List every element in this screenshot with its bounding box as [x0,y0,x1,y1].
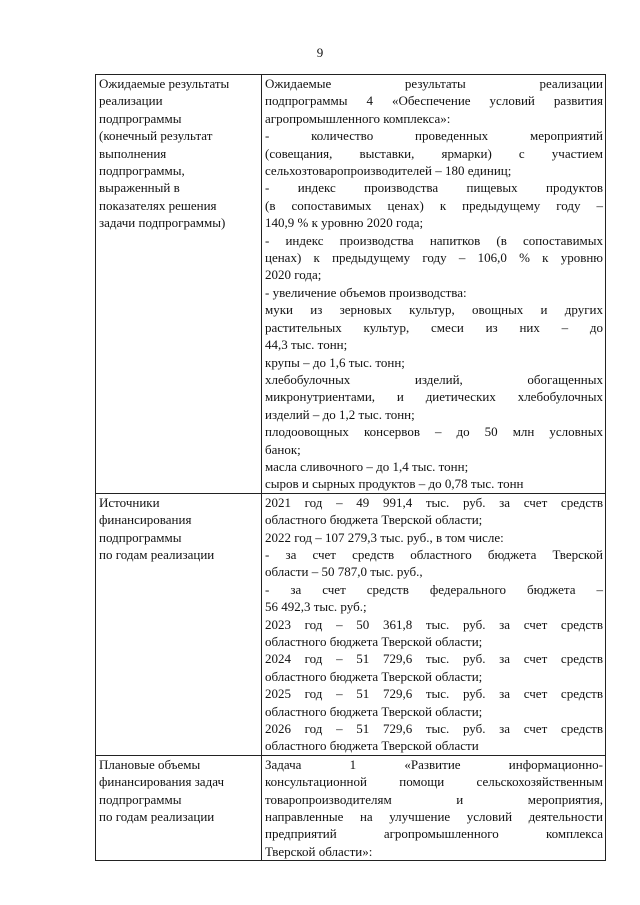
row-label-cell [96,493,262,755]
value-line: 2025 год – 51 729,6 тыс. руб. за счет средств [265,686,603,702]
value-line: муки из зерновых культур, овощных и других [265,302,603,318]
value-line: сыров и сырных продуктов – до 0,78 тыс. тонн [265,476,524,492]
value-line: Ожидаемые результаты реализации [265,76,603,91]
row-label-cell [96,75,262,494]
value-line: Тверской области»: [265,843,373,859]
value-line: масла сливочного – до 1,4 тыс. тонн; [265,458,469,474]
value-line: подпрограммы 4 «Обеспечение условий развития [265,93,603,109]
label-line: (конечный результат [99,128,213,144]
label-line: задачи подпрограммы) [99,215,226,231]
label-line: Источники [99,494,160,510]
table-row [96,75,606,494]
value-line: 2023 год – 50 361,8 тыс. руб. за счет средств [265,616,603,632]
label-line: выраженный в [99,180,180,196]
value-line: областного бюджета Тверской области; [265,512,483,528]
passport-table [95,74,606,861]
label-line: Ожидаемые результаты [99,76,230,91]
label-line: по годам реализации [99,546,215,562]
value-line: 2024 год – 51 729,6 тыс. руб. за счет средств [265,651,603,667]
label-line: подпрограммы, [99,163,185,179]
value-line: предприятий агропромышленного комплекса [265,826,603,842]
value-line: - увеличение объемов производства: [265,284,467,300]
label-line: подпрограммы [99,529,182,545]
value-line: 56 492,3 тыс. руб.; [265,599,367,615]
value-line: плодоовощных консервов – до 50 млн условных [265,424,603,440]
value-line: ценах) к предыдущему году – 106,0 % к уровню [265,250,603,266]
value-line: (совещания, выставки, ярмарки) с участием [265,145,603,161]
row-label-cell [96,755,262,860]
value-line: 2026 год – 51 729,6 тыс. руб. за счет средств [265,721,603,737]
value-line: областного бюджета Тверской области; [265,668,483,684]
value-line: 2020 года; [265,267,322,283]
label-line: по годам реализации [99,809,215,825]
value-line: - за счет средств областного бюджета Тверской [265,546,603,562]
value-line: областного бюджета Тверской области; [265,634,483,649]
value-line: Задача 1 «Развитие информационно- [265,756,603,772]
value-line: - индекс производства пищевых продуктов [265,180,603,196]
label-line: финансирования [99,512,192,528]
value-line: банок; [265,441,301,457]
row-value-cell [262,755,606,860]
value-line: - индекс производства напитков (в сопоставимых [265,232,603,248]
label-line: выполнения [99,145,167,161]
value-line: областного бюджета Тверской области; [265,703,483,719]
value-line: областного бюджета Тверской области [265,738,479,754]
row-value-cell [262,75,606,494]
value-line: агропромышленного комплекса»: [265,110,451,126]
label-line: подпрограммы [99,791,182,807]
value-line: крупы – до 1,6 тыс. тонн; [265,354,405,370]
value-line: области – 50 787,0 тыс. руб., [265,564,423,580]
value-line: 2021 год – 49 991,4 тыс. руб. за счет средств [265,494,603,510]
value-line: консультационной помощи сельскохозяйственным [265,774,603,790]
value-line: - за счет средств федерального бюджета – [265,581,603,597]
page-number: 9 [316,45,324,60]
table-row [96,493,606,755]
value-line: хлебобулочных изделий, обогащенных [265,371,603,387]
value-line: 44,3 тыс. тонн; [265,337,348,353]
value-line: сельхозтоваропроизводителей – 180 единиц; [265,163,512,179]
value-line: товаропроизводителям и мероприятия, [265,791,603,807]
label-line: показателях решения [99,197,217,213]
value-line: растительных культур, смеси из них – до [265,319,603,335]
label-line: Плановые объемы [99,756,201,772]
value-line: изделий – до 1,2 тыс. тонн; [265,406,415,422]
value-line: (в сопоставимых ценах) к предыдущему году – [265,197,603,213]
table-row [96,755,606,860]
label-line: подпрограммы [99,110,182,126]
label-line: реализации [99,93,163,109]
value-line: - количество проведенных мероприятий [265,128,603,144]
value-line: направленные на улучшение условий деятельности [265,809,603,825]
label-line: финансирования задач [99,774,224,790]
value-line: 2022 год – 107 279,3 тыс. руб., в том числе: [265,529,504,545]
value-line: микронутриентами, и диетических хлебобулочных [265,389,603,405]
value-line: 140,9 % к уровню 2020 года; [265,215,424,231]
row-value-cell [262,493,606,755]
